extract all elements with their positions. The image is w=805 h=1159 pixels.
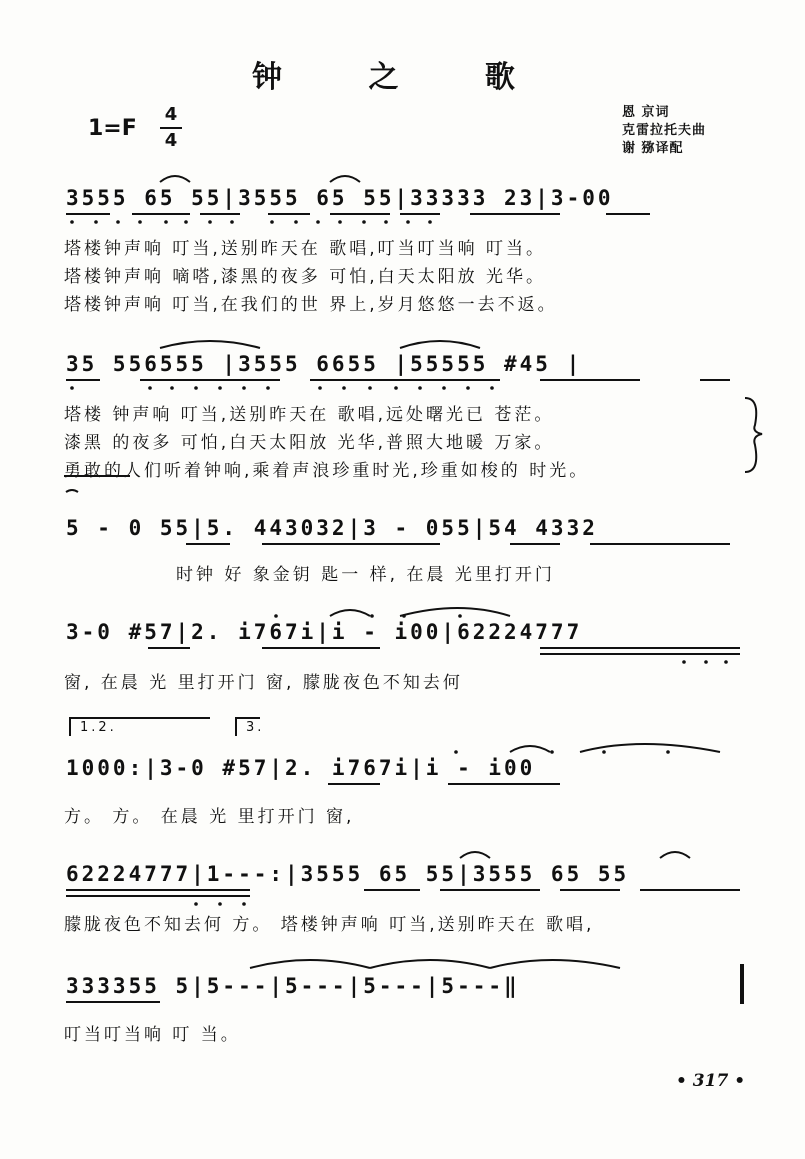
key-signature: 1=F <box>88 116 137 141</box>
lyricist-credit: 恩 京词 <box>622 105 670 120</box>
lyric-line-1-verse-2: 塔楼钟声响 嘀嗒,漆黑的夜多 可怕,白天太阳放 光华。 <box>64 267 547 287</box>
time-divider <box>160 127 182 129</box>
song-title: 钟 之 歌 <box>252 60 553 95</box>
volta-first-ending: 1.2. <box>80 720 117 735</box>
lyric-line-1-verse-3: 塔楼钟声响 叮当,在我们的世 界上,岁月悠悠一去不返。 <box>64 295 558 315</box>
time-signature <box>160 104 182 152</box>
notation-line-2: 35 556555 |3555 6655 |55555 #45 | <box>66 352 583 376</box>
lyric-line-3: 时钟 好 象金钥 匙一 样, 在晨 光里打开门 <box>176 565 555 585</box>
lyric-line-1-verse-1: 塔楼钟声响 叮当,送别昨天在 歌唱,叮当叮当响 叮当。 <box>64 239 547 259</box>
notation-line-1: 3555 65 55|3555 65 55|33333 23|3-00 <box>66 186 614 210</box>
time-numerator: 4 <box>164 104 178 125</box>
notation-line-6: 62224777|1---:|3555 65 55|3555 65 55 <box>66 862 630 886</box>
translator-credit: 谢 猕译配 <box>622 141 684 156</box>
composer-credit: 克雷拉托夫曲 <box>622 123 707 138</box>
credits <box>622 104 706 158</box>
time-denominator: 4 <box>164 130 178 151</box>
notation-line-3: 5 - 0 55|5. 443032|3 - 055|54 4332 <box>66 516 598 540</box>
lyric-line-5: 方。 方。 在晨 光 里打开门 窗, <box>64 807 355 827</box>
page-number: • 317 • <box>676 1071 746 1091</box>
lyric-line-2-verse-3: 勇敢的人们听着钟响,乘着声浪珍重时光,珍重如梭的 时光。 <box>64 461 590 481</box>
notation-line-7: 333355 5|5---|5---|5---|5---‖ <box>66 974 520 998</box>
notation-line-5: 1000:|3-0 #57|2. i767i|i - i00 <box>66 756 536 780</box>
notation-line-4: 3-0 #57|2. i767i|i - i00|62224777 <box>66 620 583 644</box>
lyric-line-2-verse-1: 塔楼 钟声响 叮当,送别昨天在 歌唱,远处曙光已 苍茫。 <box>64 405 555 425</box>
lyric-line-2-verse-2: 漆黑 的夜多 可怕,白天太阳放 光华,普照大地暖 万家。 <box>64 433 555 453</box>
lyric-line-7: 叮当叮当响 叮 当。 <box>64 1025 241 1045</box>
lyric-line-6: 朦胧夜色不知去何 方。 塔楼钟声响 叮当,送别昨天在 歌唱, <box>64 915 595 935</box>
volta-third-ending: 3. <box>246 720 265 735</box>
lyric-line-4: 窗, 在晨 光 里打开门 窗, 朦胧夜色不知去何 <box>64 673 463 693</box>
